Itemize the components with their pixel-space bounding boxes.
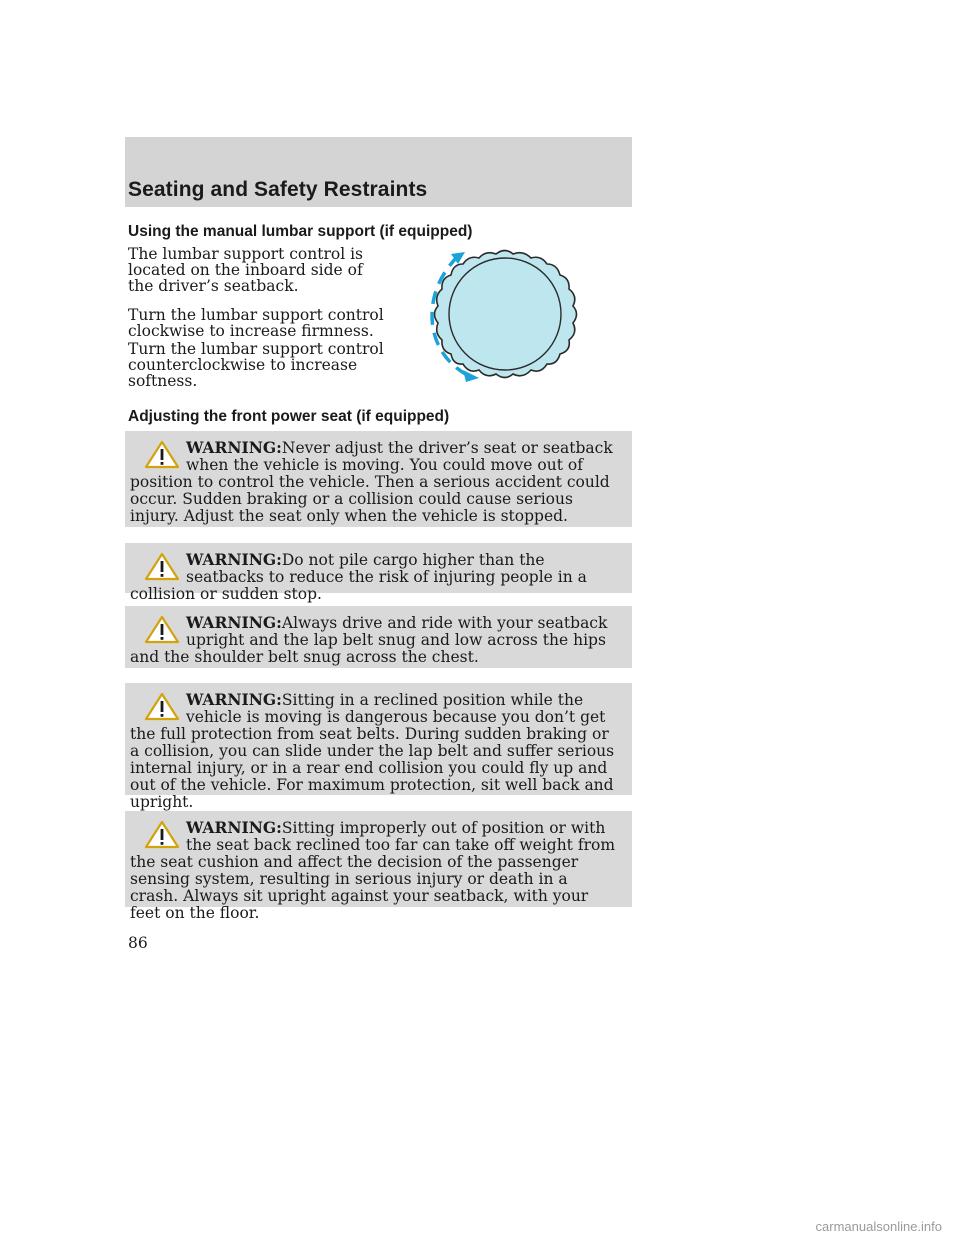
warning-label: WARNING:	[186, 438, 282, 457]
warning-triangle-icon	[143, 439, 181, 469]
power-seat-heading: Adjusting the front power seat (if equipped)	[128, 408, 450, 425]
warning-triangle-icon	[143, 614, 181, 644]
warning-triangle-icon	[143, 691, 181, 721]
warning-text: Sitting improperly out of position or with the seat back reclined too far can take off weight from the seat cushion and affect the decision of the passenger sensing system, resulting in serious injury or death in a crash. Always sit upright against your seatback, with your feet on the floor.	[130, 819, 616, 922]
lumbar-knob-illustration	[425, 248, 585, 388]
lumbar-paragraph: Turn the lumbar support control clockwise to increase firmness.	[128, 306, 384, 340]
warning-box	[125, 543, 632, 603]
warning-label: WARNING:	[186, 818, 282, 837]
warning-text: Always drive and ride with your seatback upright and the lap belt snug and low across the hips and the shoulder belt snug across the chest.	[130, 614, 608, 666]
lumbar-heading: Using the manual lumbar support (if equipped)	[128, 223, 473, 240]
warning-box	[125, 606, 632, 668]
lumbar-paragraph: The lumbar support control is located on the inboard side of the driver’s seatback.	[128, 245, 363, 295]
warning-text: Never adjust the driver’s seat or seatback when the vehicle is moving. You could move out of position to control the vehicle. Then a serious accident could occur. Sudden braking or a collision could cause serious injury. Adjust the seat only when the vehicle is stopped.	[130, 439, 613, 525]
warning-label: WARNING:	[186, 550, 282, 569]
warning-triangle-icon	[143, 819, 181, 849]
watermark[interactable]: carmanualsonline.info	[815, 1219, 942, 1234]
warning-triangle-icon	[143, 551, 181, 581]
page-number: 86	[128, 934, 148, 952]
knob-icon	[435, 251, 577, 378]
warning-box	[125, 811, 632, 922]
warning-text: Sitting in a reclined position while the vehicle is moving is dangerous because you don’t get the full protection from seat belts. During sudden braking or a collision, you can slide under the lap belt and suffer serious internal injury, or in a rear end collision you could fly up and out of the vehicle. For maximum protection, sit well back and upright.	[130, 691, 615, 811]
warning-label: WARNING:	[186, 613, 282, 632]
warning-box	[125, 431, 632, 527]
section-title: Seating and Safety Restraints	[128, 178, 428, 201]
warning-text: Do not pile cargo higher than the seatbacks to reduce the risk of injuring people in a collision or sudden stop.	[130, 551, 587, 603]
warning-box	[125, 683, 632, 811]
warning-label: WARNING:	[186, 690, 282, 709]
lumbar-paragraph: Turn the lumbar support control counterclockwise to increase softness.	[128, 340, 384, 390]
